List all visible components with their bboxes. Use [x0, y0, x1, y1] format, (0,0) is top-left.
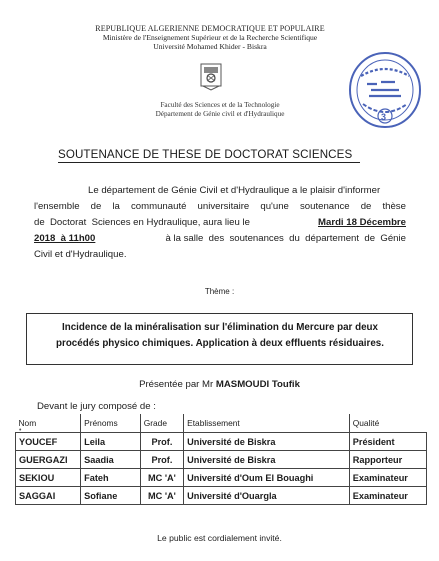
stamp-number: 3 [381, 112, 387, 122]
cell-qualite: Président [349, 433, 426, 451]
word: de [360, 201, 372, 212]
cell-prenom: Leila [81, 433, 141, 451]
cell-grade: MC 'A' [140, 469, 183, 487]
header-university: Université Mohamed Khider - Biskra [153, 42, 267, 51]
cell-prenom: Saadia [81, 451, 141, 469]
cell-etablissement: Université d'Ouargla [184, 487, 350, 505]
header-department: Département de Génie civil et d'Hydraulique [155, 110, 285, 118]
announcement-line-2 [34, 199, 406, 215]
cell-nom: GUERGAZI [16, 451, 81, 469]
theme-text-line-2: procédés physico chimiques. Application à deux effluents résiduaires. [56, 338, 384, 349]
cell-grade: Prof. [140, 451, 183, 469]
announcement-line-3 [34, 215, 406, 231]
jury-intro: Devant le jury composé de : [37, 401, 156, 412]
table-row [16, 469, 427, 487]
word: qu'une [260, 201, 289, 212]
cell-grade: Prof. [140, 433, 183, 451]
header-prenoms: Prénoms [81, 414, 141, 433]
title-underline [58, 162, 360, 163]
table-row [16, 433, 427, 451]
header-qualite: Qualité [349, 414, 426, 433]
university-logo-icon [199, 61, 223, 91]
cell-qualite: Examinateur [349, 469, 426, 487]
defense-time: 2018 à 11h00 [34, 233, 96, 244]
cell-qualite: Rapporteur [349, 451, 426, 469]
announcement-text: de Doctorat Sciences en Hydraulique, aura lieu le [34, 217, 250, 228]
header-grade: Grade [140, 414, 183, 433]
header-nom: Nom [16, 414, 81, 433]
defense-date: Mardi 18 Décembre [318, 217, 406, 228]
announcement-line-5: Civil et d'Hydraulique. [34, 249, 127, 260]
cell-prenom: Sofiane [81, 487, 141, 505]
table-row [16, 451, 427, 469]
cell-nom: SAGGAI [16, 487, 81, 505]
page-title: SOUTENANCE DE THESE DE DOCTORAT SCIENCES [58, 148, 353, 161]
cell-prenom: Fateh [81, 469, 141, 487]
cell-nom: YOUCEF [16, 433, 81, 451]
theme-text [30, 320, 410, 352]
cell-grade: MC 'A' [140, 487, 183, 505]
cell-etablissement: Université de Biskra [184, 451, 350, 469]
word: universitaire [197, 201, 250, 212]
word: l'ensemble [34, 201, 80, 212]
closing-note: Le public est cordialement invité. [157, 533, 282, 543]
cell-nom: SEKIOU [16, 469, 81, 487]
presented-by [0, 379, 439, 390]
word: la [112, 201, 120, 212]
cell-etablissement: Université de Biskra [184, 433, 350, 451]
word: communauté [130, 201, 187, 212]
word: soutenance [299, 201, 350, 212]
word: de [90, 201, 102, 212]
header-ministry: Ministère de l'Enseignement Supérieur et de la Recherche Scientifique [102, 33, 318, 42]
word: thèse [382, 201, 406, 212]
cell-qualite: Examinateur [349, 487, 426, 505]
theme-label: Thème : [204, 287, 235, 296]
theme-text-line-1: Incidence de la minéralisation sur l'élimination du Mercure par deux [62, 322, 378, 333]
header-faculty: Faculté des Sciences et de la Technologie [160, 101, 280, 109]
announcement-line-4 [34, 231, 406, 247]
jury-table-header [16, 414, 427, 433]
table-row [16, 487, 427, 505]
jury-table [15, 414, 427, 505]
header-etablissement: Etablissement [184, 414, 350, 433]
bullet-mark: • [19, 427, 22, 434]
cell-etablissement: Université d'Oum El Bouaghi [184, 469, 350, 487]
presented-by-label: Présentée par Mr [139, 379, 214, 390]
announcement-text: à la salle des soutenances du département de Génie [165, 233, 406, 244]
announcement-line-1: Le département de Génie Civil et d'Hydraulique a le plaisir d'informer [88, 185, 381, 196]
header-republic: REPUBLIQUE ALGERIENNE DEMOCRATIQUE ET POPULAIRE [95, 24, 325, 33]
candidate-name: MASMOUDI Toufik [215, 379, 300, 390]
